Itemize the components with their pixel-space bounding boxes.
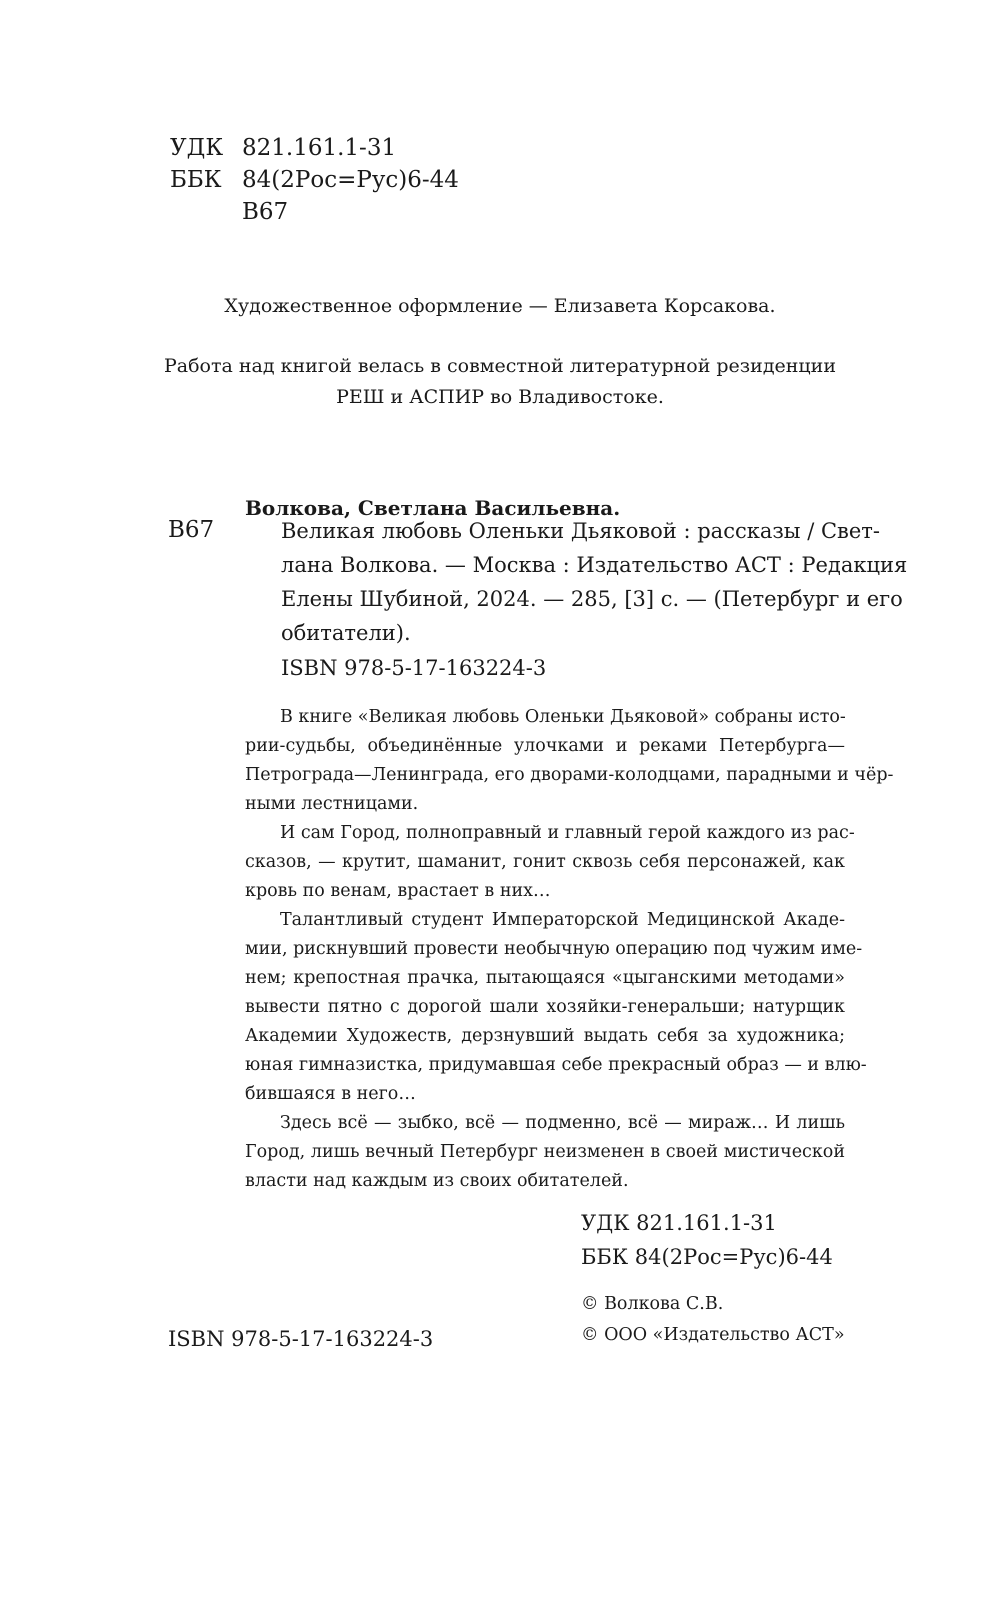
annotation-line: бившаяся в него… xyxy=(245,1084,416,1104)
author-mark-row xyxy=(170,196,288,228)
annotation-line: сказов, — крутит, шаманит, гонит сквозь себя персонажей, как xyxy=(245,852,845,872)
bib-line: обитатели). xyxy=(281,621,411,645)
bottom-bbk: ББК 84(2Рос=Рус)6-44 xyxy=(581,1245,833,1269)
udk-value: 821.161.1-31 xyxy=(242,135,397,161)
annotation-line: кровь по венам, врастает в них… xyxy=(245,881,551,901)
copyright-author: © Волкова С.В. xyxy=(581,1294,724,1314)
annotation-line: Петрограда—Ленинграда, его дворами-колодцами, парадными и чёр- xyxy=(245,765,894,785)
bib-line: Елены Шубиной, 2024. — 285, [3] с. — (Петербург и его xyxy=(281,587,903,611)
udk-label: УДК xyxy=(170,135,224,161)
annotation-line: В книге «Великая любовь Оленьки Дьяковой» собраны исто- xyxy=(280,707,846,727)
annotation-line: власти над каждым из своих обитателей. xyxy=(245,1171,629,1191)
annotation-line: Талантливый студент Императорской Медицинской Акаде- xyxy=(280,910,845,930)
annotation-line: нем; крепостная прачка, пытающаяся «цыганскими методами» xyxy=(245,968,845,988)
bbk-label: ББК xyxy=(170,167,222,193)
bottom-udk: УДК 821.161.1-31 xyxy=(581,1211,777,1235)
bbk-row xyxy=(170,164,459,196)
annotation-line: И сам Город, полноправный и главный герой каждого из рас- xyxy=(280,823,855,843)
annotation-line: мии, рискнувший провести необычную операцию под чужим име- xyxy=(245,939,863,959)
annotation-line: Здесь всё — зыбко, всё — подменно, всё — мираж… И лишь xyxy=(280,1113,845,1133)
udk-row xyxy=(170,132,396,164)
annotation-line: Город, лишь вечный Петербург неизменен в своей мистической xyxy=(245,1142,845,1162)
copyright-publisher: © ООО «Издательство АСТ» xyxy=(581,1325,845,1345)
isbn-bottom: ISBN 978-5-17-163224-3 xyxy=(168,1327,434,1351)
annotation-line: юная гимназистка, придумавшая себе прекрасный образ — и влю- xyxy=(245,1055,867,1075)
author-mark-top: В67 xyxy=(242,199,289,225)
bib-author-mark: В67 xyxy=(168,517,215,543)
bib-author: Волкова, Светлана Васильевна. xyxy=(245,496,621,520)
annotation-line: рии-судьбы, объединённые улочками и реками Петербурга— xyxy=(245,736,845,756)
residency-line-2: РЕШ и АСПИР во Владивостоке. xyxy=(336,386,664,408)
residency-line-1: Работа над книгой велась в совместной литературной резиденции xyxy=(164,355,836,377)
annotation-line: ными лестницами. xyxy=(245,794,419,814)
design-credit: Художественное оформление — Елизавета Корсакова. xyxy=(224,295,776,317)
bib-line: Великая любовь Оленьки Дьяковой : рассказы / Свет- xyxy=(281,519,880,543)
bib-line: лана Волкова. — Москва : Издательство АСТ : Редакция xyxy=(281,553,908,577)
bbk-value: 84(2Рос=Рус)6-44 xyxy=(242,167,459,193)
annotation-line: Академии Художеств, дерзнувший выдать себя за художника; xyxy=(245,1026,845,1046)
annotation-line: вывести пятно с дорогой шали хозяйки-генеральши; натурщик xyxy=(245,997,845,1017)
bib-isbn: ISBN 978-5-17-163224-3 xyxy=(281,656,547,680)
